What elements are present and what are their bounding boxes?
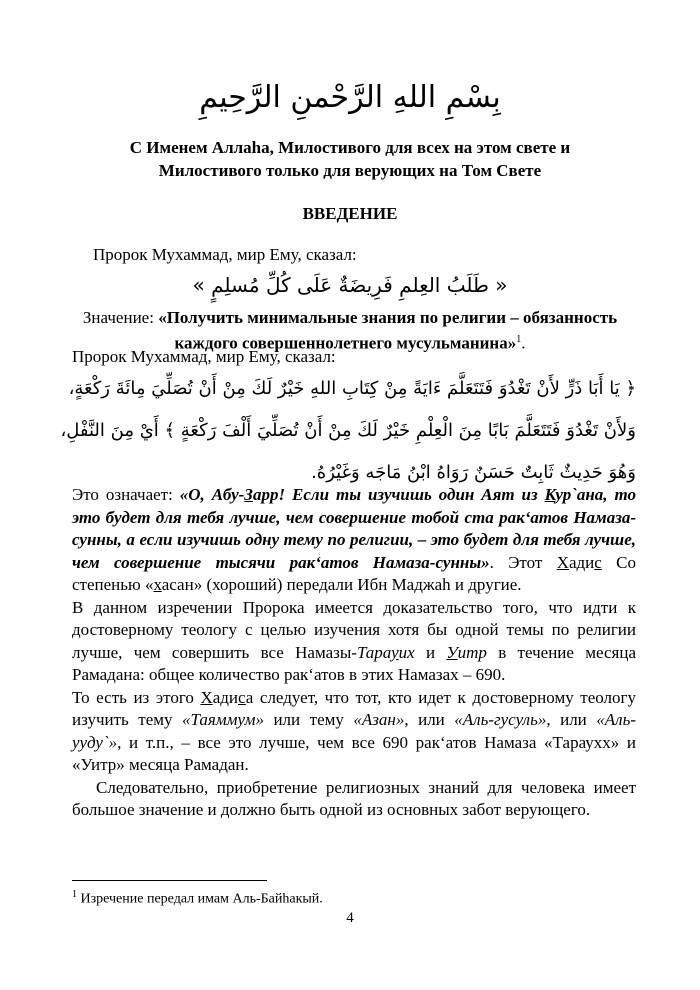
- arabic-line-3: وَهُوَ حَدِيثٌ ثَابِتٌ حَسَنٌ رَوَاهُ ابْنُ مَاجَه وَغَيْرُهُ.: [311, 462, 636, 483]
- meaning-label: Значение:: [82, 308, 159, 327]
- paragraph-1: Это означает: «О, Абу-Зарр! Если ты изучишь один Аят из Кур`ана, то это будет для тебя лучше, чем совершение тобой ста рак‘атов Намаза-сунны, а если изучишь одну тему по религии, – это будет для тебя лучше, чем совершение тысячи рак‘атов Намаза-сунны». Этот Хадис Со степенью «хасан» (хороший) передали Ибн Маджаh и другие.: [72, 485, 637, 594]
- meaning-text: «Получить минимальные знания по религии – обязанность каждого совершеннолетнего мусульманина»: [158, 308, 618, 353]
- hadith-meaning: Значение: «Получить минимальные знания по религии – обязанность каждого совершеннолетнего мусульманина»$^1$.: [82, 308, 618, 353]
- hadith-intro-1: Пророк Мухаммад, мир Ему, сказал:: [93, 245, 357, 264]
- footnote: $^1$ Изречение передал имам Аль-Байhакый.: [72, 889, 323, 907]
- subtitle-line-1: С Именем Аллаhа, Милостивого для всех на этом свете и: [129, 138, 571, 157]
- arabic-hadith-1: « طَلَبُ العِلمِ فَرِيضَةٌ عَلَى كُلِّ مُسلِمٍ »: [192, 273, 508, 297]
- basmala: بِسْمِ اللهِ الرَّحْمنِ الرَّحِيمِ: [199, 80, 501, 115]
- paragraph-2: В данном изречении Пророка имеется доказательство того, что идти к достоверному теологу с целью изучения хотя бы одной темы по религии лучше, чем совершить все Намазы-Тарауих и Уитр в течение месяца Рамадана: общее количество рак‘атов в этих Намазах – 690.: [72, 597, 636, 684]
- subtitle: [60, 136, 640, 182]
- subtitle-line-2: Милостивого только для верующих на Том Свете: [158, 161, 542, 180]
- page-number: 4: [346, 910, 354, 926]
- paragraph-3: То есть из этого Хадиса следует, что тот, кто идет к достоверному теологу изучить тему «Таяммум» или тему «Азан», или «Аль-гусуль», или «Аль-ууду`», и т.п., – все это лучше, чем все 690 рак‘атов Намаза «Тараухх» и «Уитр» месяца Рамадан.: [72, 687, 636, 774]
- arabic-line-2: وَلأَنْ تَغْدُوَ فَتَتَعَلَّمَ بَابًا مِنَ الْعِلْمِ خَيْرٌ لَكَ مِنْ أَنْ تُصَلِّيَ أَلْفَ رَكْعَةٍ ﴾ أَيْ مِنَ النَّفْلِ،: [60, 420, 636, 441]
- arabic-hadith-2: [60, 368, 636, 494]
- section-heading: ВВЕДЕНИЕ: [302, 204, 398, 223]
- arabic-line-1: ﴿ يَا أَبَا ذَرٍّ لأَنْ تَغْدُوَ فَتَتَعَلَّمَ ءَايَةً مِنْ كِتَابِ اللهِ خَيْرٌ لَكَ مِنْ أَنْ تُصَلِّيَ مِائَةَ رَكْعَةٍ،: [68, 378, 636, 399]
- footnote-ref[interactable]: 1: [516, 334, 522, 345]
- footnote-divider: [72, 880, 267, 881]
- hadith-intro-2: Пророк Мухаммад, мир Ему, сказал:: [72, 347, 336, 366]
- body-text: [72, 484, 636, 822]
- paragraph-4: Следовательно, приобретение религиозных знаний для человека имеет большое значение и должно быть одной из основных забот верующего.: [72, 777, 636, 819]
